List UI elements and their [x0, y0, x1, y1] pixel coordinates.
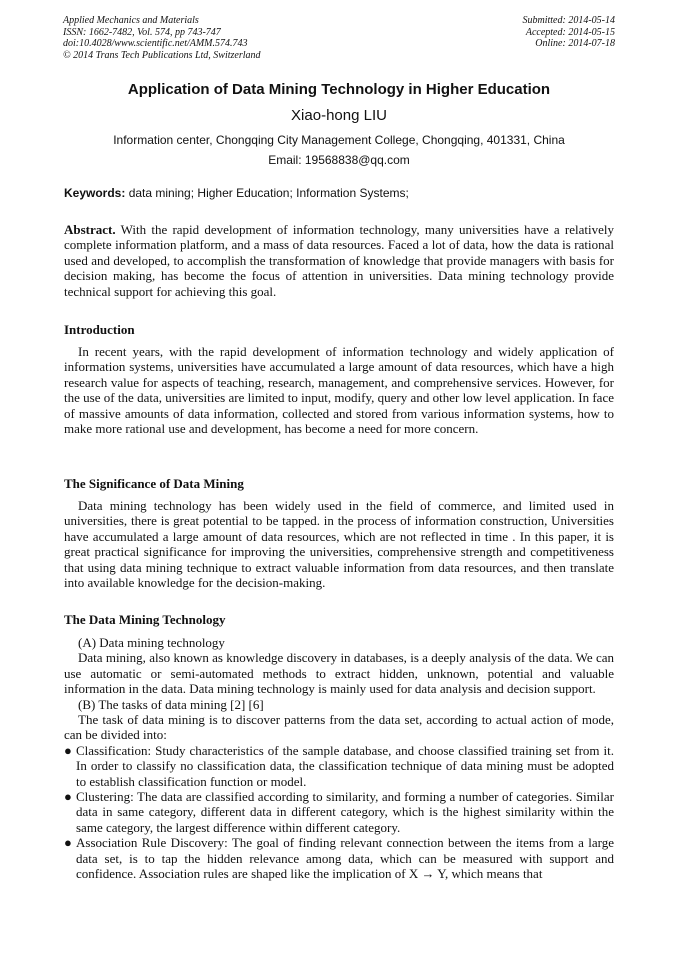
abstract-label: Abstract.: [64, 222, 116, 237]
keywords-label: Keywords:: [64, 186, 126, 200]
bullet-dot: ●: [64, 789, 72, 805]
subheading-b: (B) The tasks of data mining [2] [6]: [78, 696, 264, 712]
introduction-heading: Introduction: [64, 322, 135, 337]
list-item-text: Clustering: The data are classified according to similarity, and forming a number of categories. Similar data in same category, different data in different category, which is the highest similarity within the same category, the largest difference within different category.: [76, 789, 614, 835]
subheading-a: (A) Data mining technology: [78, 635, 225, 650]
paper-title: Application of Data Mining Technology in Higher Education: [127, 81, 551, 98]
journal-header-right: [523, 15, 616, 50]
abstract-text: With the rapid development of information technology, many universities have a relatively complete information platform, and a mass of data resources. Faced a lot of data, how the data is rational used and developed, to accomplish the transformation of knowledge that provide managers with basis for decision making, has become the focus of attention in universities. Data mining technology provide technical support for achieving this goal.: [64, 222, 614, 299]
technology-heading: The Data Mining Technology: [64, 612, 226, 627]
list-item-text: Association Rule Discovery: The goal of finding relevant connection between the items from a large data set, is to tap the hidden relevance among data, which can be measured with support and confidence. Association rules are shaped like the implication of X → Y, which means that: [76, 835, 614, 882]
significance-paragraph: Data mining technology has been widely used in the field of commerce, and limited used in universities, there is great potential to be tapped. in the process of information construction, Universities have accumulated a large amount of data resources, which are not reflected in time . In this paper, it is great practical significance for improving the universities, comprehensive strength and competitiveness that using data mining technique to extract valuable information from data resources, and then translate into available knowledge for the decision-making.: [64, 498, 614, 591]
issn-line: ISSN: 1662-7482, Vol. 574, pp 743-747: [63, 26, 221, 38]
significance-section: [64, 498, 614, 590]
author-name: Xiao-hong LIU: [291, 107, 387, 124]
online-date: Online: 2014-07-18: [535, 38, 615, 49]
paragraph-b: The task of data mining is to discover patterns from the data set, according to actual action of mode, can be divided into:: [64, 712, 614, 743]
significance-heading: The Significance of Data Mining: [64, 476, 244, 491]
introduction-paragraph: In recent years, with the rapid development of information technology and widely application of information systems, universities have accumulated a large amount of data resources, which have a high research value for aspects of teaching, research, management, and comprehensive services. However, for the use of the data, universities are limited to input, modify, query and other low level application. In face of massive amounts of data information, collected and stored from various information systems, how to make more rational use and development, has become a need for more concern.: [64, 344, 614, 437]
journal-name: Applied Mechanics and Materials: [63, 15, 199, 26]
author-email: Email: 19568838@qq.com: [268, 153, 410, 167]
journal-header-left: [63, 15, 261, 61]
technology-section: [64, 635, 614, 882]
abstract: [64, 222, 614, 299]
bullet-dot: ●: [64, 835, 72, 851]
accepted-date: Accepted: 2014-05-15: [525, 26, 615, 38]
keywords-text: data mining; Higher Education; Information Systems;: [125, 186, 409, 200]
submitted-date: Submitted: 2014-05-14: [522, 15, 615, 26]
list-item: [64, 835, 614, 881]
affiliation: Information center, Chongqing City Management College, Chongqing, 401331, China: [113, 133, 565, 147]
list-item: [64, 743, 614, 789]
keywords: [64, 186, 409, 200]
introduction-section: [64, 344, 614, 436]
paragraph-a: Data mining, also known as knowledge discovery in databases, is a deeply analysis of the data. We can use automatic or semi-automated methods to extract hidden, unknown, potential and valuable information in the data. Data mining technology is mainly used for data analysis and decision support.: [64, 650, 614, 697]
bullet-dot: ●: [64, 742, 72, 758]
doi-line: doi:10.4028/www.scientific.net/AMM.574.743: [63, 38, 248, 49]
list-item-text: Classification: Study characteristics of the sample database, and choose classified training set from it. In order to classify no classification data, the classification technique of data mining must be adopted to establish classification function or model.: [76, 742, 614, 789]
copyright-line: © 2014 Trans Tech Publications Ltd, Switzerland: [63, 49, 261, 61]
list-item: [64, 789, 614, 835]
